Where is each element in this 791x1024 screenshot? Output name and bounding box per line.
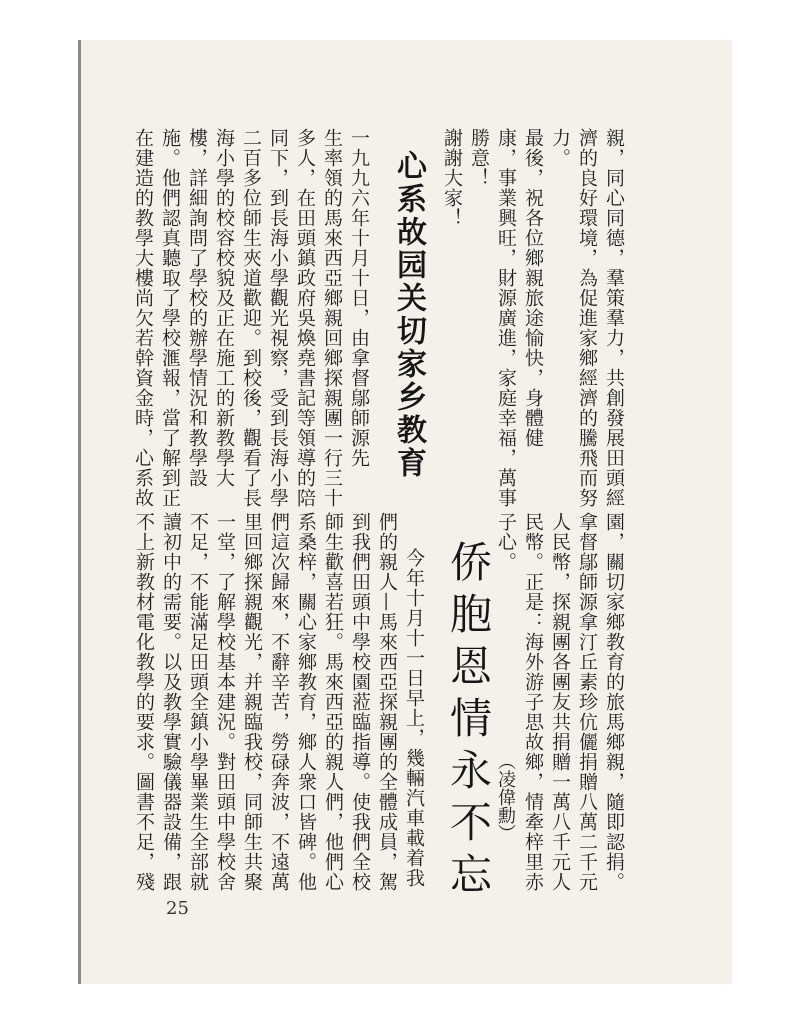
text-column: 謝謝大家！ — [441, 128, 463, 228]
text-column: 一九九六年十月十日，由拿督鄔師源先 — [348, 128, 370, 468]
text-column: 在建造的教學大樓尚欠若幹資金時，心系故 — [132, 128, 154, 508]
page-binding-edge — [78, 40, 81, 984]
text-column: 不上新教材電化教學的要求。圖書不足，殘 — [133, 512, 155, 892]
text-column: 拿督鄔師源拿汀丘素珍伉儷捐贈八萬二千元 — [576, 512, 598, 892]
text-column: 里回鄉探親觀光，并親臨我校，同師生共聚 — [241, 512, 263, 892]
text-column: 多人，在田頭鎮政府吳煥堯書記等領導的陪 — [294, 128, 316, 508]
text-column: 民幣。正是：海外游子思故鄉，情牽梓里赤 — [522, 512, 544, 892]
text-column: 們的親人—馬來西亞探親團的全體成員，駕 — [376, 512, 398, 892]
text-column: 人民幣，探親團各團友共捐贈一萬八千元人 — [549, 512, 571, 892]
text-column: 一堂，了解學校基本建況。對田頭中學校舍 — [214, 512, 236, 892]
text-column: 們這次歸來，不辭辛苦，勞碌奔波，不遠萬 — [268, 512, 290, 892]
text-column: 師生歡喜若狂。馬來西亞的親人們，他們心 — [322, 512, 344, 892]
text-column: 同下，到長海小學觀光視察，受到長海小學 — [267, 128, 289, 508]
text-column: 最後，祝各位鄉親旅途愉快，身體健 — [522, 128, 544, 448]
text-column: 勝意！ — [468, 128, 490, 188]
article-heading: 侨胞恩情永不忘 — [444, 540, 493, 904]
page-number: 25 — [166, 898, 189, 919]
text-column: 不足，不能滿足田頭全鎮小學畢業生全部就 — [187, 512, 209, 892]
author-byline: （凌偉勳） — [495, 752, 516, 842]
text-column: 康，事業興旺，財源廣進，家庭幸福，萬事 — [495, 128, 517, 508]
text-column: 子心。 — [495, 512, 517, 572]
text-column: 樓，詳細詢問了學校的辦學情況和教學設 — [186, 128, 208, 488]
article-heading: 心系故园关切家乡教育 — [391, 150, 426, 480]
text-column: 園，關切家鄉教育的旅馬鄉親，隨即認捐。 — [603, 512, 625, 892]
text-column: 讀初中的需要。以及教學實驗儀器設備，跟 — [160, 512, 182, 892]
text-column: 系桑梓，關心家鄉教育，鄉人衆口皆碑。他 — [295, 512, 317, 892]
text-column: 生率領的馬來西亞鄉親回鄉探親團一行三十 — [321, 128, 343, 508]
text-column: 今年十月十一日早上，幾輛汽車載着我 — [403, 548, 425, 888]
text-column: 二百多位師生夾道歡迎。到校後，觀看了長 — [240, 128, 262, 508]
text-column: 濟的良好環境，為促進家鄉經濟的騰飛而努 — [576, 128, 598, 508]
text-column: 力。 — [549, 128, 571, 168]
text-column: 親，同心同德，羣策羣力，共創發展田頭經 — [603, 128, 625, 508]
text-column: 海小學的校容校貌及正在施工的新教學大 — [213, 128, 235, 488]
text-column: 施。他們認真聽取了學校滙報，當了解到正 — [159, 128, 181, 508]
text-column: 到我們田頭中學校園蒞臨指導。使我們全校 — [349, 512, 371, 892]
